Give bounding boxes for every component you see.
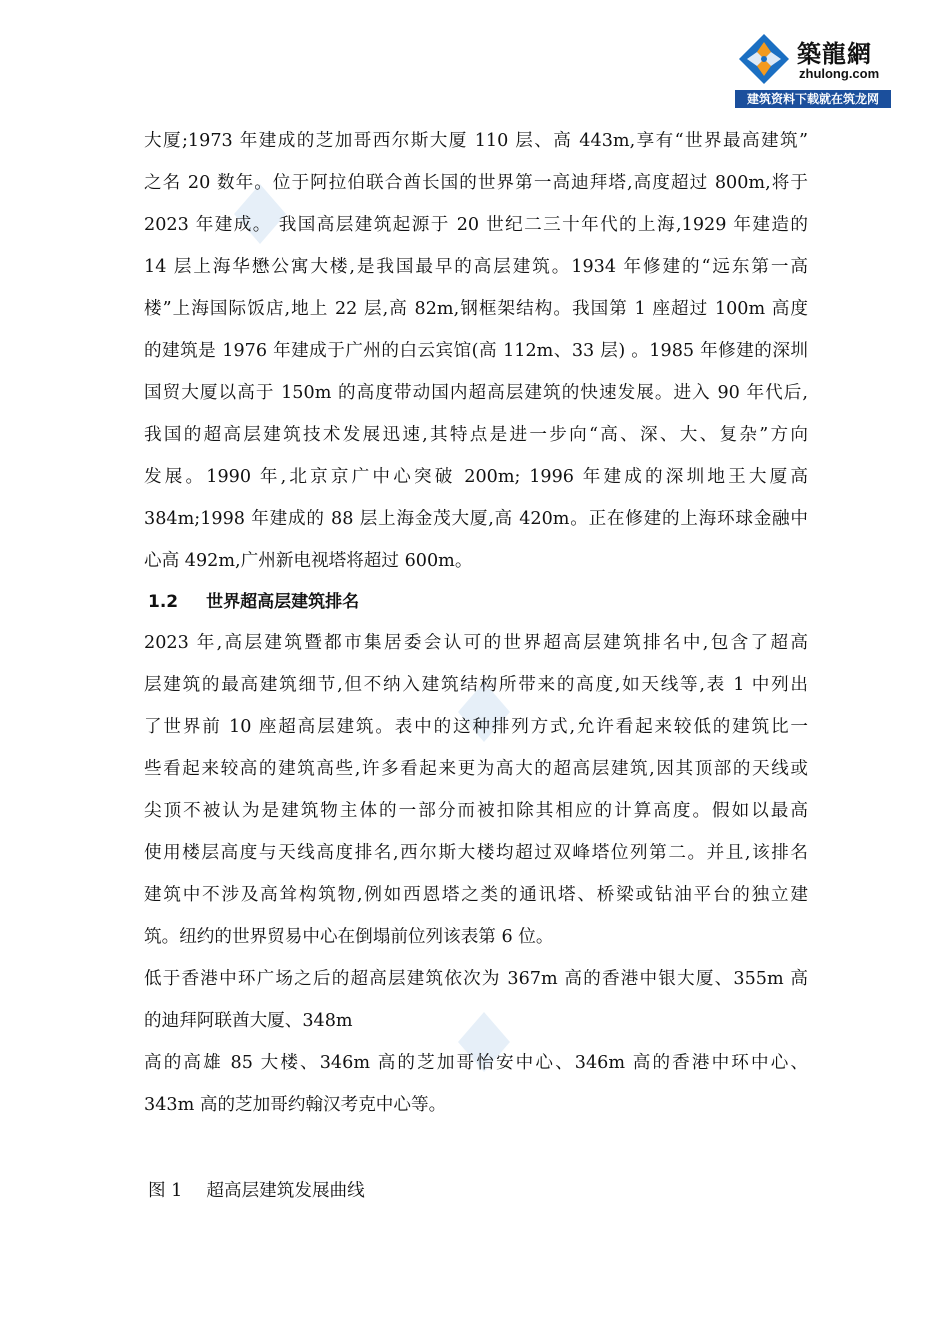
text-line: 的建筑是 1976 年建成于广州的白云宾馆(高 112m、33 层) 。1985 年修建的深圳 bbox=[144, 341, 808, 361]
document-body bbox=[144, 120, 808, 1212]
logo-domain: zhulong.com bbox=[799, 66, 880, 81]
logo-top bbox=[735, 30, 891, 88]
text-line: 343m 高的芝加哥约翰汉考克中心等。 bbox=[144, 1095, 447, 1115]
text-line: 高的高雄 85 大楼、346m 高的芝加哥怡安中心、346m 高的香港中环中心、 bbox=[144, 1053, 808, 1073]
text-line: 楼”上海国际饭店,地上 22 层,高 82m,钢框架结构。我国第 1 座超过 100m 高度 bbox=[144, 299, 808, 319]
paragraph-lower-buildings bbox=[144, 958, 808, 1042]
logo-name: 築龍網 bbox=[797, 39, 872, 68]
text-line: 的迪拜阿联酋大厦、348m bbox=[144, 1011, 353, 1031]
text-line: 尖顶不被认为是建筑物主体的一部分而被扣除其相应的计算高度。假如以最高 bbox=[144, 801, 808, 821]
text-line: 些看起来较高的建筑高些,许多看起来更为高大的超高层建筑,因其顶部的天线或 bbox=[144, 759, 808, 779]
section-heading bbox=[144, 582, 808, 622]
paragraph-ranking bbox=[144, 622, 808, 958]
text-line: 发展。1990 年,北京京广中心突破 200m; 1996 年建成的深圳地王大厦高 bbox=[144, 467, 808, 487]
text-line: 之名 20 数年。位于阿拉伯联合酋长国的世界第一高迪拜塔,高度超过 800m,将于 bbox=[144, 173, 808, 193]
figure-caption bbox=[144, 1170, 808, 1212]
text-line: 国贸大厦以高于 150m 的高度带动国内超高层建筑的快速发展。进入 90 年代后, bbox=[144, 383, 808, 403]
text-line: 了世界前 10 座超高层建筑。表中的这种排列方式,允许看起来较低的建筑比一 bbox=[144, 717, 808, 737]
text-line: 使用楼层高度与天线高度排名,西尔斯大楼均超过双峰塔位列第二。并且,该排名 bbox=[144, 843, 808, 863]
zhulong-logo[interactable] bbox=[735, 30, 891, 108]
text-line: 筑。纽约的世界贸易中心在倒塌前位列该表第 6 位。 bbox=[144, 927, 554, 947]
text-line: 低于香港中环广场之后的超高层建筑依次为 367m 高的香港中银大厦、355m 高 bbox=[144, 969, 808, 989]
figure-label: 图 1 bbox=[148, 1181, 183, 1201]
section-number: 1.2 bbox=[148, 592, 179, 612]
text-line: 2023 年建成。 我国高层建筑起源于 20 世纪二三十年代的上海,1929 年建造的 bbox=[144, 215, 808, 235]
section-title: 世界超高层建筑排名 bbox=[206, 592, 360, 612]
figure-title: 超高层建筑发展曲线 bbox=[206, 1181, 365, 1201]
logo-diamond-icon bbox=[737, 32, 791, 86]
text-line: 2023 年,高层建筑暨都市集居委会认可的世界超高层建筑排名中,包含了超高 bbox=[144, 633, 808, 653]
text-line: 心高 492m,广州新电视塔将超过 600m。 bbox=[144, 551, 473, 571]
text-line: 384m;1998 年建成的 88 层上海金茂大厦,高 420m。正在修建的上海环球金融中 bbox=[144, 509, 808, 529]
text-line: 建筑中不涉及高耸构筑物,例如西恩塔之类的通讯塔、桥梁或钻油平台的独立建 bbox=[144, 885, 808, 905]
paragraph-lower-buildings-continued bbox=[144, 1042, 808, 1126]
text-line: 大厦;1973 年建成的芝加哥西尔斯大厦 110 层、高 443m,享有“世界最高建筑” bbox=[144, 131, 808, 151]
text-line: 层建筑的最高建筑细节,但不纳入建筑结构所带来的高度,如天线等,表 1 中列出 bbox=[144, 675, 808, 695]
text-line: 我国的超高层建筑技术发展迅速,其特点是进一步向“高、深、大、复杂”方向 bbox=[144, 425, 808, 445]
paragraph-history bbox=[144, 120, 808, 582]
text-line: 14 层上海华懋公寓大楼,是我国最早的高层建筑。1934 年修建的“远东第一高 bbox=[144, 257, 808, 277]
logo-slogan: 建筑资料下载就在筑龙网 bbox=[735, 90, 891, 108]
